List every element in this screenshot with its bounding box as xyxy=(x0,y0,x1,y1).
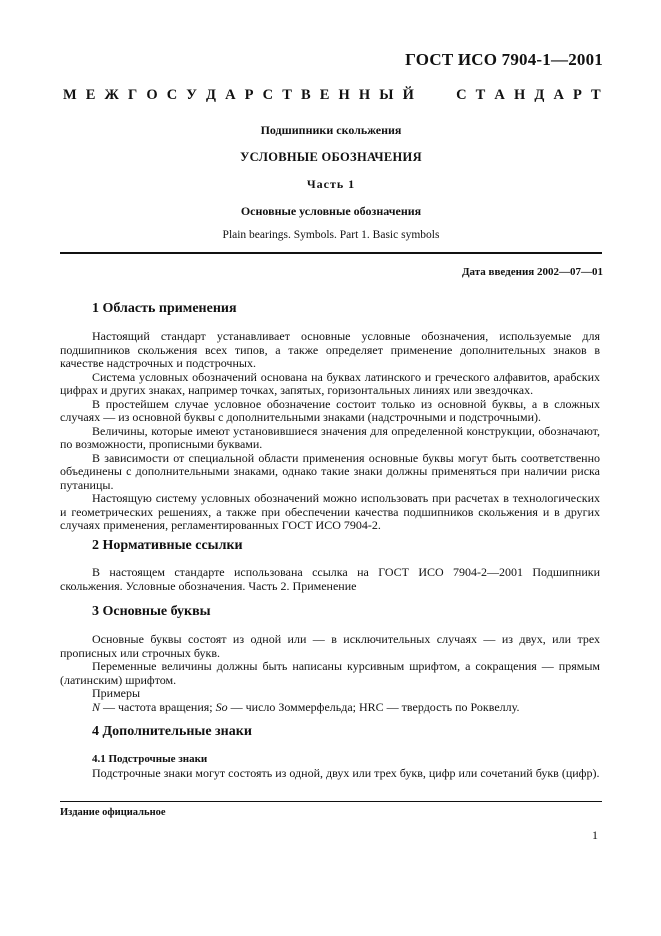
heading-letter: Ж xyxy=(104,87,119,103)
section-4-body xyxy=(60,767,600,781)
heading-letter: Г xyxy=(127,87,138,103)
paragraph-text: Переменные величины должны быть написаны курсивным шрифтом, а сокращения — прямым (латинским) шрифтом. xyxy=(60,659,600,687)
paragraph-text: В настоящем стандарте использована ссылка на ГОСТ ИСО 7904-2—2001 Подшипники скольжения. Условные обозначения. Часть 2. Применение xyxy=(60,565,600,593)
paragraph xyxy=(60,687,600,701)
paragraph xyxy=(60,566,600,593)
heading-letter: Т xyxy=(282,87,292,103)
heading-letter: С xyxy=(262,87,274,103)
example-text: — частота вращения; xyxy=(100,699,216,714)
paragraph xyxy=(60,767,600,781)
example-text: — число Зоммерфельда; HRC — твердость по Роквеллу. xyxy=(227,699,520,714)
heading-letter: А xyxy=(494,87,505,103)
heading-letter: С xyxy=(166,87,178,103)
paragraph-text: В зависимости от специальной области применения основные буквы могут быть соответственно объединены с дополнительными знаками, однако такие знаки должны применяться при наличии риска путаницы. xyxy=(60,450,600,492)
heading-letter: Д xyxy=(206,87,216,103)
heading-letter: Ы xyxy=(379,87,394,103)
symbol-n: N xyxy=(92,699,101,714)
document-number: ГОСТ ИСО 7904-1—2001 xyxy=(405,50,603,69)
section-3-body xyxy=(60,633,600,714)
heading-letter: Й xyxy=(402,87,414,103)
paragraph xyxy=(60,425,600,452)
paragraph xyxy=(60,371,600,398)
heading-letter: А xyxy=(553,87,564,103)
introduction-date: Дата введения 2002—07—01 xyxy=(461,266,603,278)
section-2-body xyxy=(60,566,600,593)
paragraph-text: Настоящий стандарт устанавливает основные условные обозначения, используемые для подшипников скольжения всех типов, а также определяет применение дополнительных знаков в качестве надстрочных и подстрочных. xyxy=(60,329,600,370)
heading-letter: Н xyxy=(338,87,350,103)
paragraph-text: Система условных обозначений основана на буквах латинского и греческого алфавитов, арабских цифрах и других знаках, например точках, запятых, горизонтальных линиях или звездочках. xyxy=(60,369,600,397)
paragraph xyxy=(60,633,600,660)
heading-letter: Д xyxy=(534,87,545,103)
symbol-so: So xyxy=(215,699,228,714)
heading-letter: Р xyxy=(244,87,254,103)
section-1-body xyxy=(60,330,600,533)
heading-letter: Н xyxy=(513,87,526,103)
subsection-4-1-heading: 4.1 Подстрочные знаки xyxy=(92,753,208,765)
title-main: УСЛОВНЫЕ ОБОЗНАЧЕНИЯ xyxy=(240,150,422,164)
heading-letter: Е xyxy=(319,87,330,103)
heading-letter: Т xyxy=(475,87,486,103)
paragraph-text: В простейшем случае условное обозначение состоит только из основной буквы, а в сложных случаях — из основной буквы с дополнительными знаками (надстрочными и подстрочными). xyxy=(60,396,600,424)
section-4-heading: 4 Дополнительные знаки xyxy=(92,724,252,739)
interstate-standard-heading xyxy=(63,87,601,104)
title-english: Plain bearings. Symbols. Part 1. Basic symbols xyxy=(222,229,440,241)
paragraph-text: Настоящую систему условных обозначений можно использовать при расчетах в технологических и геометрических решениях, а также при обеспечении качества подшипников скольжения и в других случаях применения, регламентированных ГОСТ ИСО 7904-2. xyxy=(60,491,600,532)
heading-letter: Р xyxy=(573,87,582,103)
title-subject: Подшипники скольжения xyxy=(260,123,402,137)
heading-letter: О xyxy=(146,87,158,103)
heading-letter: Е xyxy=(85,87,96,103)
section-2-heading: 2 Нормативные ссылки xyxy=(92,538,243,553)
paragraph-text: Основные буквы состоят из одной или — в исключительных случаях — из двух, или трех прописных или строчных букв. xyxy=(60,632,600,660)
word-gap xyxy=(423,87,447,104)
paragraph xyxy=(60,492,600,533)
official-publication-note: Издание официальное xyxy=(60,807,166,818)
heading-letter: У xyxy=(186,87,197,103)
examples-label: Примеры xyxy=(92,686,141,700)
title-part: Часть 1 xyxy=(306,177,356,191)
paragraph xyxy=(60,398,600,425)
heading-letter: С xyxy=(456,87,467,103)
paragraph-text: Подстрочные знаки могут состоять из одной, двух или трех букв, цифр или сочетаний букв (цифр). xyxy=(92,766,600,780)
paragraph-text: Величины, которые имеют установившиеся значения для определенной конструкции, обозначают, по возможности, прописными буквами. xyxy=(60,423,600,451)
heading-letter: А xyxy=(225,87,236,103)
heading-letter: Т xyxy=(590,87,601,103)
paragraph xyxy=(60,660,600,687)
footer-divider xyxy=(60,801,602,802)
paragraph xyxy=(60,701,600,715)
title-part-name: Основные условные обозначения xyxy=(240,204,422,218)
paragraph xyxy=(60,330,600,371)
section-1-heading: 1 Область применения xyxy=(92,301,237,316)
heading-letter: М xyxy=(63,87,77,103)
paragraph xyxy=(60,452,600,493)
section-3-heading: 3 Основные буквы xyxy=(92,604,211,619)
heading-letter: Н xyxy=(358,87,371,103)
heading-letter: В xyxy=(300,87,311,103)
page-number: 1 xyxy=(592,828,598,842)
title-divider xyxy=(60,252,602,254)
